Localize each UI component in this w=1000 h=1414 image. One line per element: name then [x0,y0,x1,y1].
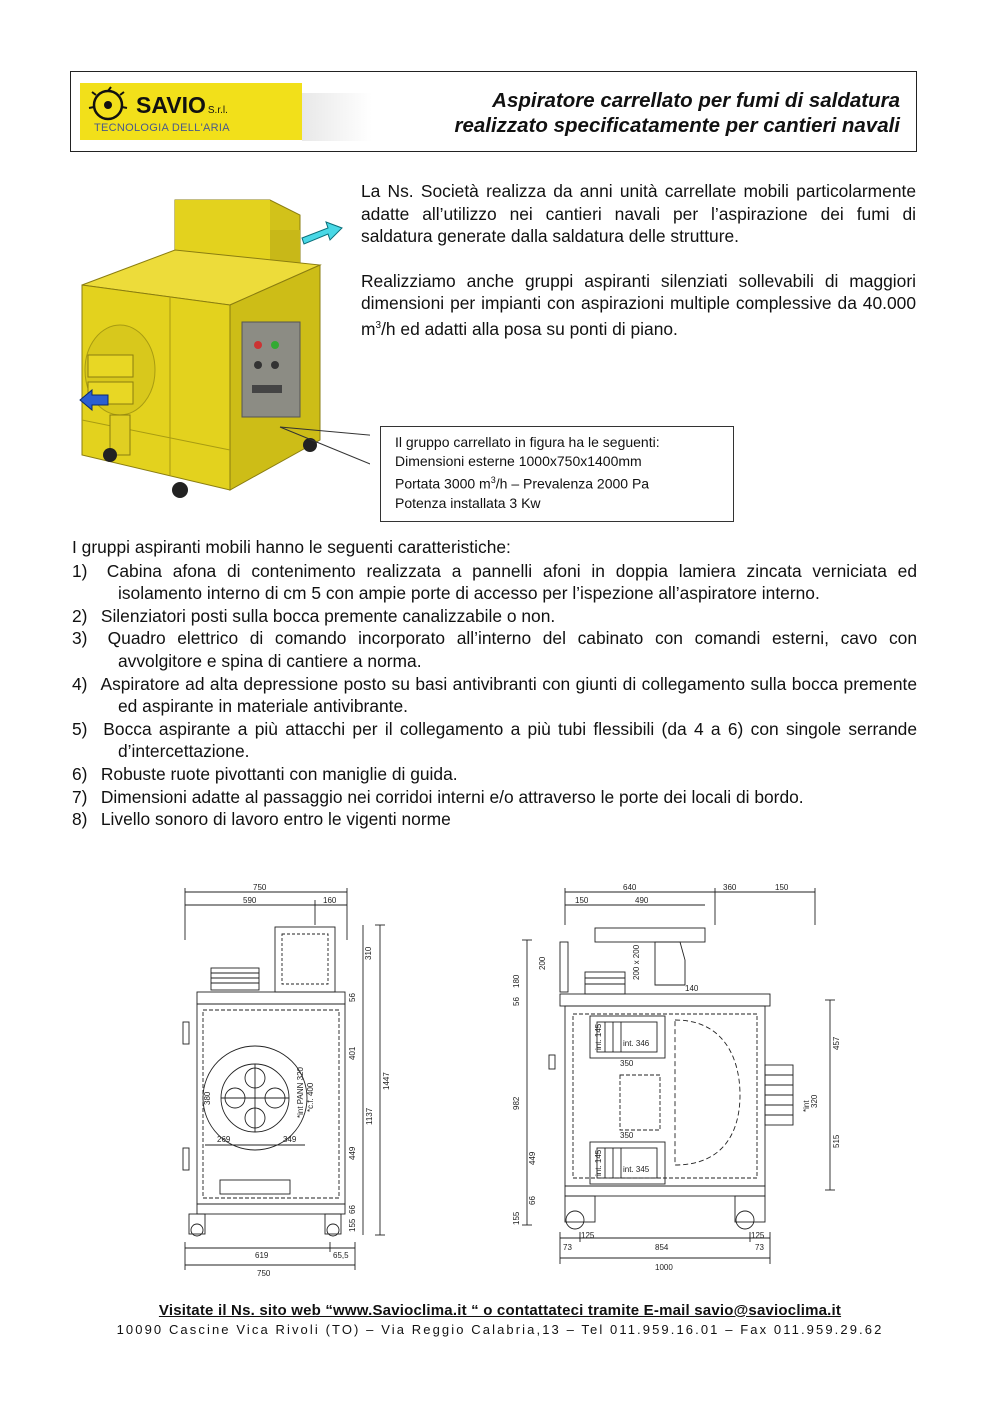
intro-text [361,180,916,362]
dim-label: int. 345 [623,1165,650,1174]
dim-label: 269 [217,1135,231,1144]
dim-label: *int [802,1100,811,1112]
technical-drawing-front-view [505,880,850,1280]
list-item: 5) Bocca aspirante a più attacchi per il collegamento a più tubi flessibili (da 4 a 6) con singole serrande d’intercettazione. [72,718,917,762]
dim-label: 350 [620,1059,634,1068]
dim-label: 449 [348,1146,357,1160]
dim-label: 590 [243,896,257,905]
dim-label: 349 [283,1135,297,1144]
dim-label: 380 [203,1091,212,1105]
dim-label: *int PANN 320 [296,1067,305,1118]
dim-label: int. 145 [594,1023,603,1050]
logo-subtitle: TECNOLOGIA DELL'ARIA [94,122,230,134]
dim-label: int. 145 [594,1149,603,1176]
dim-label: *c.f. 400 [306,1082,315,1112]
spec-line-2: Dimensioni esterne 1000x750x1400mm [395,453,642,469]
list-item: 3) Quadro elettrico di comando incorporato all’interno del cabinato con comandi esterni, cavo con avvolgitore e spina di cantiere a norma. [72,628,917,671]
logo-brand: SAVIO S.r.l. [136,92,228,118]
dim-label: 200 [538,956,547,970]
logo-shadow [302,93,372,141]
machine-photo [70,190,370,510]
features-section [72,536,917,831]
outlet-arrow-icon [302,222,342,244]
list-item: 8) Livello sonoro di lavoro entro le vigenti norme [72,809,451,830]
intro-paragraph-1: La Ns. Società realizza da anni unità carrellate mobili particolarmente adatte all’utilizzo nei cantieri navali per l’aspirazione dei fumi di saldatura generate dalla saldatura delle strutture. [361,181,916,246]
dim-label: 449 [528,1151,537,1165]
list-item: 4) Aspiratore ad alta depressione posto su basi antivibranti con giunti di collegamento sulla bocca premente ed aspirante in materiale antivibrante. [72,673,917,717]
dim-label: 200 x 200 [632,944,641,980]
dim-label: 180 [512,974,521,988]
dim-label: 66 [348,1205,357,1214]
dim-label: 1000 [655,1263,673,1272]
dim-label: int. 346 [623,1039,650,1048]
dim-label: 56 [348,993,357,1002]
header-box [70,71,917,152]
dim-label: 73 [755,1243,764,1252]
title-line-2: realizzato specificatamente per cantieri navali [454,114,900,137]
dim-label: 982 [512,1096,521,1110]
list-item: 2) Silenziatori posti sulla bocca premente canalizzabile o non. [72,605,556,626]
dim-label: 150 [775,883,789,892]
dim-label: 320 [810,1094,819,1108]
title-line-1: Aspiratore carrellato per fumi di saldatura [492,89,900,112]
intro-paragraph-2: Realizziamo anche gruppi aspiranti silenziati sollevabili di maggiori dimensioni per impianti con aspirazioni multiple complessive da 40.000 $m^3/h$ ed adatti alla posa su ponti di piano. [361,270,916,339]
list-item: 7) Dimensioni adatte al passaggio nei corridoi interni e/o attraverso le porte dei locali di bordo. [72,786,804,807]
dim-label: 155 [512,1211,521,1225]
dim-label: 1137 [365,1107,374,1125]
dim-label: 310 [364,946,373,960]
dim-label: 125 [581,1231,595,1240]
dim-label: 360 [723,883,737,892]
dim-label: 56 [512,997,521,1006]
logo-fan-icon [80,83,140,123]
list-item: 6) Robuste ruote pivottanti con maniglie di guida. [72,763,458,784]
spec-callout-box [380,426,734,522]
dim-label: 854 [655,1243,669,1252]
dim-label: 160 [323,896,337,905]
dim-label: 515 [832,1134,841,1148]
dim-label: 150 [575,896,589,905]
dim-label: 140 [685,984,699,993]
dim-label: 457 [832,1036,841,1050]
company-logo [80,83,302,140]
technical-drawing-side-view [175,880,400,1280]
footer-address-line: 10090 Cascine Vica Rivoli (TO) – Via Reggio Calabria,13 – Tel 011.959.16.01 – Fax 011.959.29.62 [116,1322,884,1337]
dim-label: 750 [253,883,267,892]
dim-label: 490 [635,896,649,905]
spec-line-1: Il gruppo carrellato in figura ha le seguenti: [395,434,660,450]
list-item: 1) Cabina afona di contenimento realizzata a pannelli afoni in doppia lamiera zincata verniciata ed isolamento interno di cm 5 con ampie porte di accesso per l’ispezione all’aspiratore interno. [72,560,917,604]
dim-label: 125 [751,1231,765,1240]
dim-label: 1447 [382,1072,391,1090]
spec-line-3: Portata 3000 $m^3/h$ – Prevalenza 2000 Pa [395,475,650,492]
spec-line-4: Potenza installata 3 Kw [395,494,541,511]
dim-label: 350 [620,1131,634,1140]
dim-label: 155 [348,1218,357,1232]
dim-label: 66 [528,1196,537,1205]
page-title [455,88,901,138]
dim-label: 619 [255,1251,269,1260]
features-list [72,560,917,831]
features-lead: I gruppi aspiranti mobili hanno le seguenti caratteristiche: [72,537,511,557]
dim-label: 401 [348,1046,357,1060]
dim-label: 640 [623,883,637,892]
dim-label: 73 [563,1243,572,1252]
footer-website-line[interactable]: Visitate il Ns. sito web “www.Savioclima.it “ o contattateci tramite E-mail savio@savioclima.it [158,1302,842,1319]
dim-label: 750 [257,1269,271,1278]
dim-label: 65,5 [333,1251,349,1260]
